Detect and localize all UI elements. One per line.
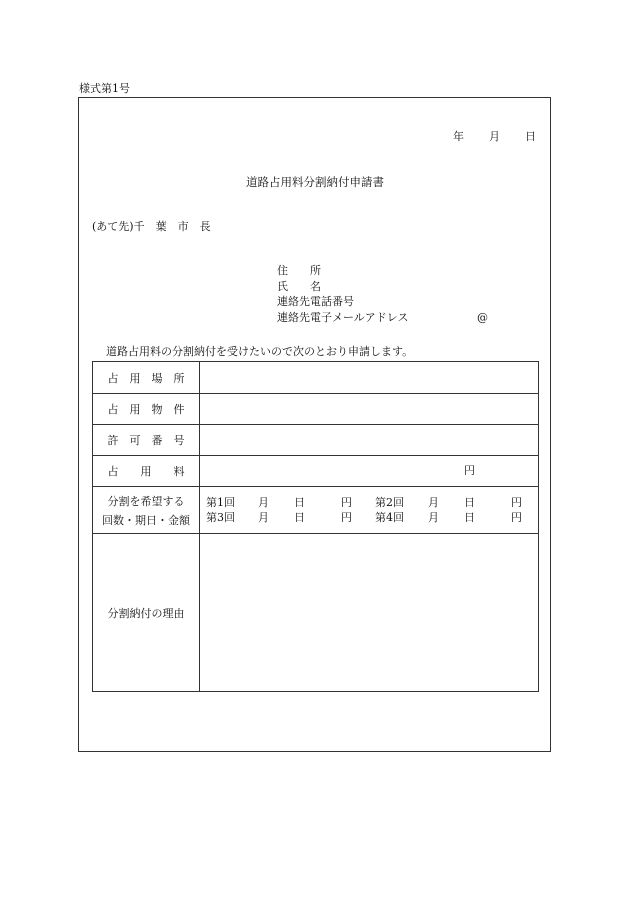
installment-3-ordinal: 第3回	[206, 511, 235, 524]
installment-label	[93, 487, 200, 534]
occupancy-place-label: 占 用 場 所	[93, 362, 200, 394]
installment-4-day: 日	[464, 511, 475, 524]
installment-2-month: 月	[428, 496, 439, 509]
installment-label-line1: 分割を希望する	[107, 494, 185, 508]
installment-3-day: 日	[294, 511, 305, 524]
reason-field	[200, 534, 539, 692]
occupancy-place-field	[200, 362, 539, 394]
installment-1-yen: 円	[341, 496, 352, 509]
installment-4-ordinal: 第4回	[375, 511, 404, 524]
addressee: (あて先)千 葉 市 長	[92, 220, 211, 233]
occupancy-fee-label: 占 用 料	[93, 456, 200, 487]
address-label: 住 所	[277, 264, 321, 277]
installment-1-month: 月	[258, 496, 269, 509]
email-label: 連絡先電子メールアドレス	[277, 311, 409, 324]
phone-label: 連絡先電話番号	[277, 295, 354, 308]
installment-4-month: 月	[428, 511, 439, 524]
installment-2-day: 日	[464, 496, 475, 509]
occupancy-item-label: 占 用 物 件	[93, 394, 200, 425]
form-number: 様式第1号	[79, 82, 130, 95]
name-label: 氏 名	[277, 280, 321, 293]
document-title: 道路占用料分割納付申請書	[246, 175, 384, 189]
installment-1-day: 日	[294, 496, 305, 509]
installment-2-yen: 円	[511, 496, 522, 509]
fee-yen-unit: 円	[464, 464, 475, 477]
installment-4-yen: 円	[511, 511, 522, 524]
occupancy-fee-field	[200, 456, 539, 487]
date-year-label: 年	[453, 130, 464, 143]
email-at-sign: @	[477, 311, 488, 324]
installment-3-yen: 円	[341, 511, 352, 524]
installment-2-ordinal: 第2回	[375, 496, 404, 509]
request-text: 道路占用料の分割納付を受けたいので次のとおり申請します。	[106, 345, 414, 358]
installment-label-line2: 回数・期日・金額	[102, 513, 190, 527]
reason-label: 分割納付の理由	[93, 534, 200, 692]
date-day-label: 日	[525, 130, 536, 143]
installment-3-month: 月	[258, 511, 269, 524]
installment-field	[200, 487, 539, 534]
permit-number-field	[200, 425, 539, 456]
occupancy-item-field	[200, 394, 539, 425]
permit-number-label: 許 可 番 号	[93, 425, 200, 456]
date-month-label: 月	[489, 130, 500, 143]
application-table	[92, 361, 539, 692]
installment-1-ordinal: 第1回	[206, 496, 235, 509]
